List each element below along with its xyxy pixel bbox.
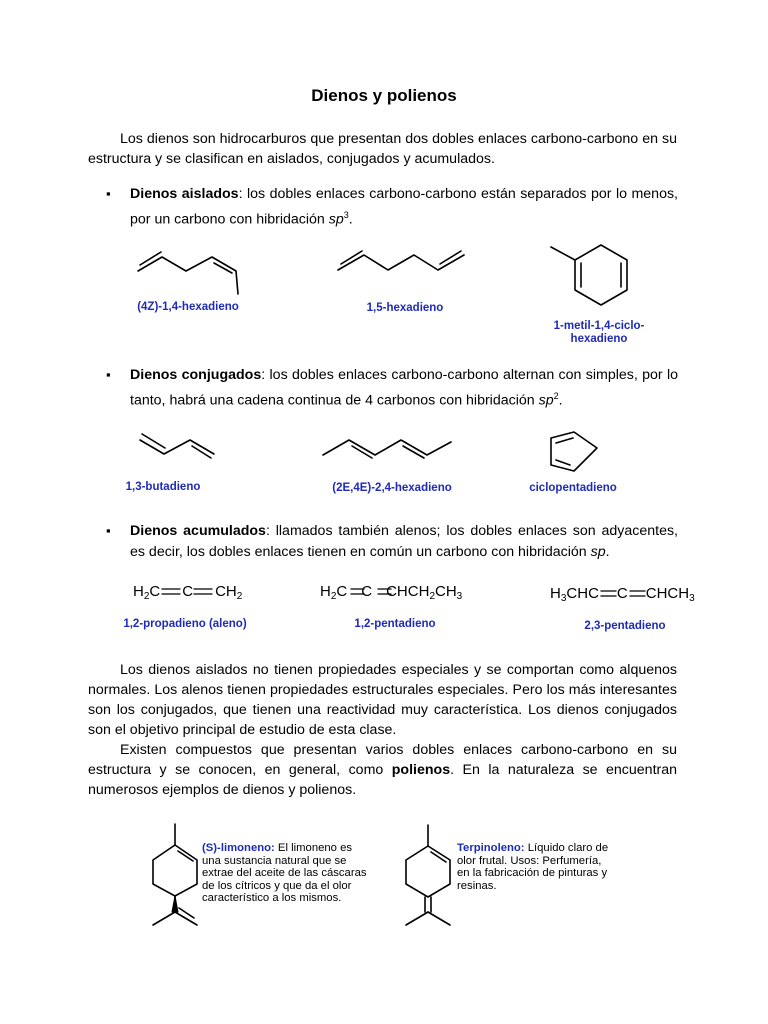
hybridization-sp2: sp bbox=[538, 392, 554, 409]
caption-ciclopentadieno: ciclopentadieno bbox=[529, 482, 617, 494]
section-conjugados-body: : los dobles enlaces carbono-carbono alternan con simples, por lo tanto, habrá una cadena continua de 4 carbonos con hibridación bbox=[130, 367, 678, 409]
bullet-marker-conjugados: ▪ bbox=[106, 367, 111, 382]
section-heading-conjugados: Dienos conjugados bbox=[130, 367, 262, 383]
section-aislados-body: : los dobles enlaces carbono-carbono están separados por lo menos, por un carbono con hibridación bbox=[130, 186, 678, 228]
paragraph-polienos-term: polienos bbox=[391, 762, 451, 778]
page-title: Dienos y polienos bbox=[311, 86, 457, 105]
paragraph-polienos-a: Existen compuestos que presentan varios dobles enlaces carbono-carbono en su estructura y se conocen, en general, como bbox=[88, 742, 677, 778]
section-heading-acumulados: Dienos acumulados bbox=[130, 523, 266, 539]
caption-4z-hexadieno: (4Z)-1,4-hexadieno bbox=[137, 301, 239, 313]
note-terpinoleno bbox=[457, 842, 617, 892]
caption-metil-ciclohexadieno: 1-metil-1,4-ciclo-hexadieno bbox=[553, 320, 645, 345]
intro-paragraph: Los dienos son hidrocarburos que presentan dos dobles enlaces carbono-carbono en su estructura y se clasifican en aislados, conjugados y acumulados. bbox=[88, 131, 677, 167]
note-limoneno-name: (S)-limoneno: bbox=[202, 842, 275, 854]
section-conjugados-end: . bbox=[558, 392, 563, 409]
hybridization-sup-3: 3 bbox=[343, 209, 349, 220]
bullet-marker-aislados: ▪ bbox=[106, 186, 111, 201]
note-limoneno-text: El limoneno es una sustancia natural que se extrae del aceite de las cáscaras de los cítricos y que da el olor característico a los mismos. bbox=[202, 842, 367, 904]
caption-propadieno: 1,2-propadieno (aleno) bbox=[123, 618, 247, 630]
hybridization-sp: sp bbox=[590, 543, 606, 560]
section-aislados-end: . bbox=[348, 211, 353, 228]
caption-12-pentadieno: 1,2-pentadieno bbox=[354, 618, 436, 630]
section-acumulados-end: . bbox=[605, 543, 610, 560]
caption-15-hexadieno: 1,5-hexadieno bbox=[366, 302, 444, 314]
hybridization-sp3: sp bbox=[328, 211, 344, 228]
caption-butadieno: 1,3-butadieno bbox=[125, 481, 201, 493]
formula-propadieno: $H_2C$ C $CH_2$ bbox=[133, 583, 243, 602]
paragraph-alenos: Los dienos aislados no tienen propiedades especiales y se comportan como alquenos normales. Los alenos tienen propiedades estructurales especiales. Pero los más interesantes son los conjugados, que tienen una reactividad muy característica. Los dienos conjugados son el objetivo principal de estudio de esta clase. bbox=[88, 662, 677, 738]
section-acumulados-body: : llamados también alenos; los dobles enlaces son adyacentes, es decir, los dobles enlaces tienen en común un carbono con hibridación bbox=[130, 523, 679, 560]
note-terpinoleno-name: Terpinoleno: bbox=[457, 842, 525, 854]
bullet-marker-acumulados: ▪ bbox=[106, 523, 111, 538]
caption-24-hexadieno: (2E,4E)-2,4-hexadieno bbox=[332, 482, 452, 494]
formula-12-pentadieno: $H_2C$ C $CHCH_2CH_3$ bbox=[320, 583, 463, 602]
hybridization-sup-2: 2 bbox=[553, 390, 559, 401]
paragraph-polienos-c: . En la naturaleza se encuentran numerosos ejemplos de dienos y polienos. bbox=[88, 762, 678, 798]
section-heading-aislados: Dienos aislados bbox=[130, 186, 239, 202]
note-terpinoleno-text: Líquido claro de olor frutal. Usos: Perfumería, en la fabricación de pinturas y resinas. bbox=[457, 842, 609, 892]
caption-23-pentadieno: 2,3-pentadieno bbox=[584, 620, 666, 632]
formula-23-pentadieno: $H_3CHC$ C $CHCH_3$ bbox=[550, 585, 695, 604]
